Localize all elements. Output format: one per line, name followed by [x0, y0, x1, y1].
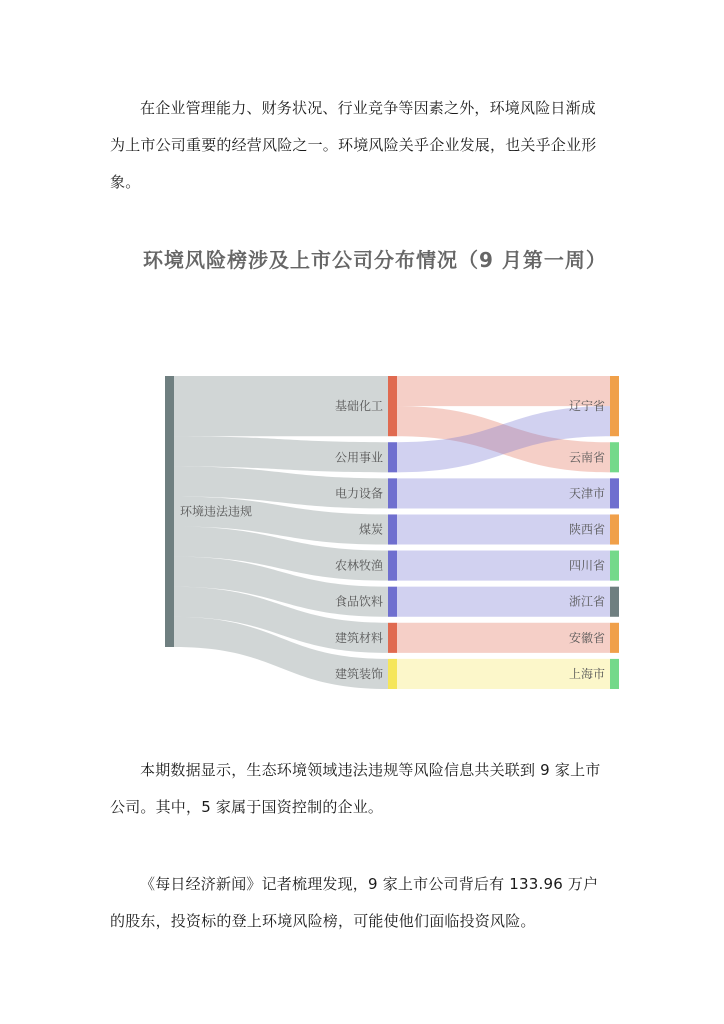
node-root: [165, 376, 174, 647]
chart-title: 环境风险榜涉及上市公司分布情况（9 月第一周）: [143, 248, 607, 272]
industry-label: 农林牧渔: [334, 558, 383, 573]
node-industry: [388, 551, 397, 581]
industry-label: 电力设备: [334, 486, 383, 501]
region-label: 陕西省: [568, 522, 605, 537]
industry-label: 煤炭: [358, 522, 383, 537]
region-label: 辽宁省: [568, 399, 605, 414]
region-label: 云南省: [568, 450, 605, 465]
node-region: [610, 442, 619, 472]
industry-label: 食品饮料: [334, 594, 383, 609]
node-industry: [388, 376, 397, 436]
industry-label: 公用事业: [334, 450, 383, 465]
node-region: [610, 514, 619, 544]
node-region: [610, 623, 619, 653]
node-industry: [388, 659, 397, 689]
intro-paragraph: 在企业管理能力、财务状况、行业竞争等因素之外，环境风险日渐成为上市公司重要的经营风险之一。环境风险关乎企业发展，也关乎企业形象。: [110, 99, 597, 191]
region-label: 上海市: [568, 666, 605, 681]
node-region: [610, 659, 619, 689]
root-label: 环境违法违规: [180, 504, 253, 519]
industry-label: 基础化工: [334, 399, 383, 414]
industry-label: 建筑材料: [334, 630, 383, 645]
region-label: 浙江省: [568, 594, 605, 609]
node-region: [610, 478, 619, 508]
region-label: 安徽省: [568, 630, 605, 645]
node-industry: [388, 442, 397, 472]
node-industry: [388, 587, 397, 617]
node-region: [610, 587, 619, 617]
node-industry: [388, 514, 397, 544]
industry-label: 建筑装饰: [334, 666, 383, 681]
region-label: 四川省: [568, 558, 605, 573]
reporter-findings-paragraph: 《每日经济新闻》记者梳理发现，9 家上市公司背后有 133.96 万户的股东，投资标的登上环境风险榜，可能使他们面临投资风险。: [110, 875, 599, 930]
data-summary-paragraph: 本期数据显示，生态环境领域违法违规等风险信息共关联到 9 家上市公司。其中，5 家属于国资控制的企业。: [110, 761, 601, 816]
node-region: [610, 551, 619, 581]
node-industry: [388, 478, 397, 508]
node-industry: [388, 623, 397, 653]
node-region: [610, 376, 619, 436]
region-label: 天津市: [568, 486, 605, 501]
